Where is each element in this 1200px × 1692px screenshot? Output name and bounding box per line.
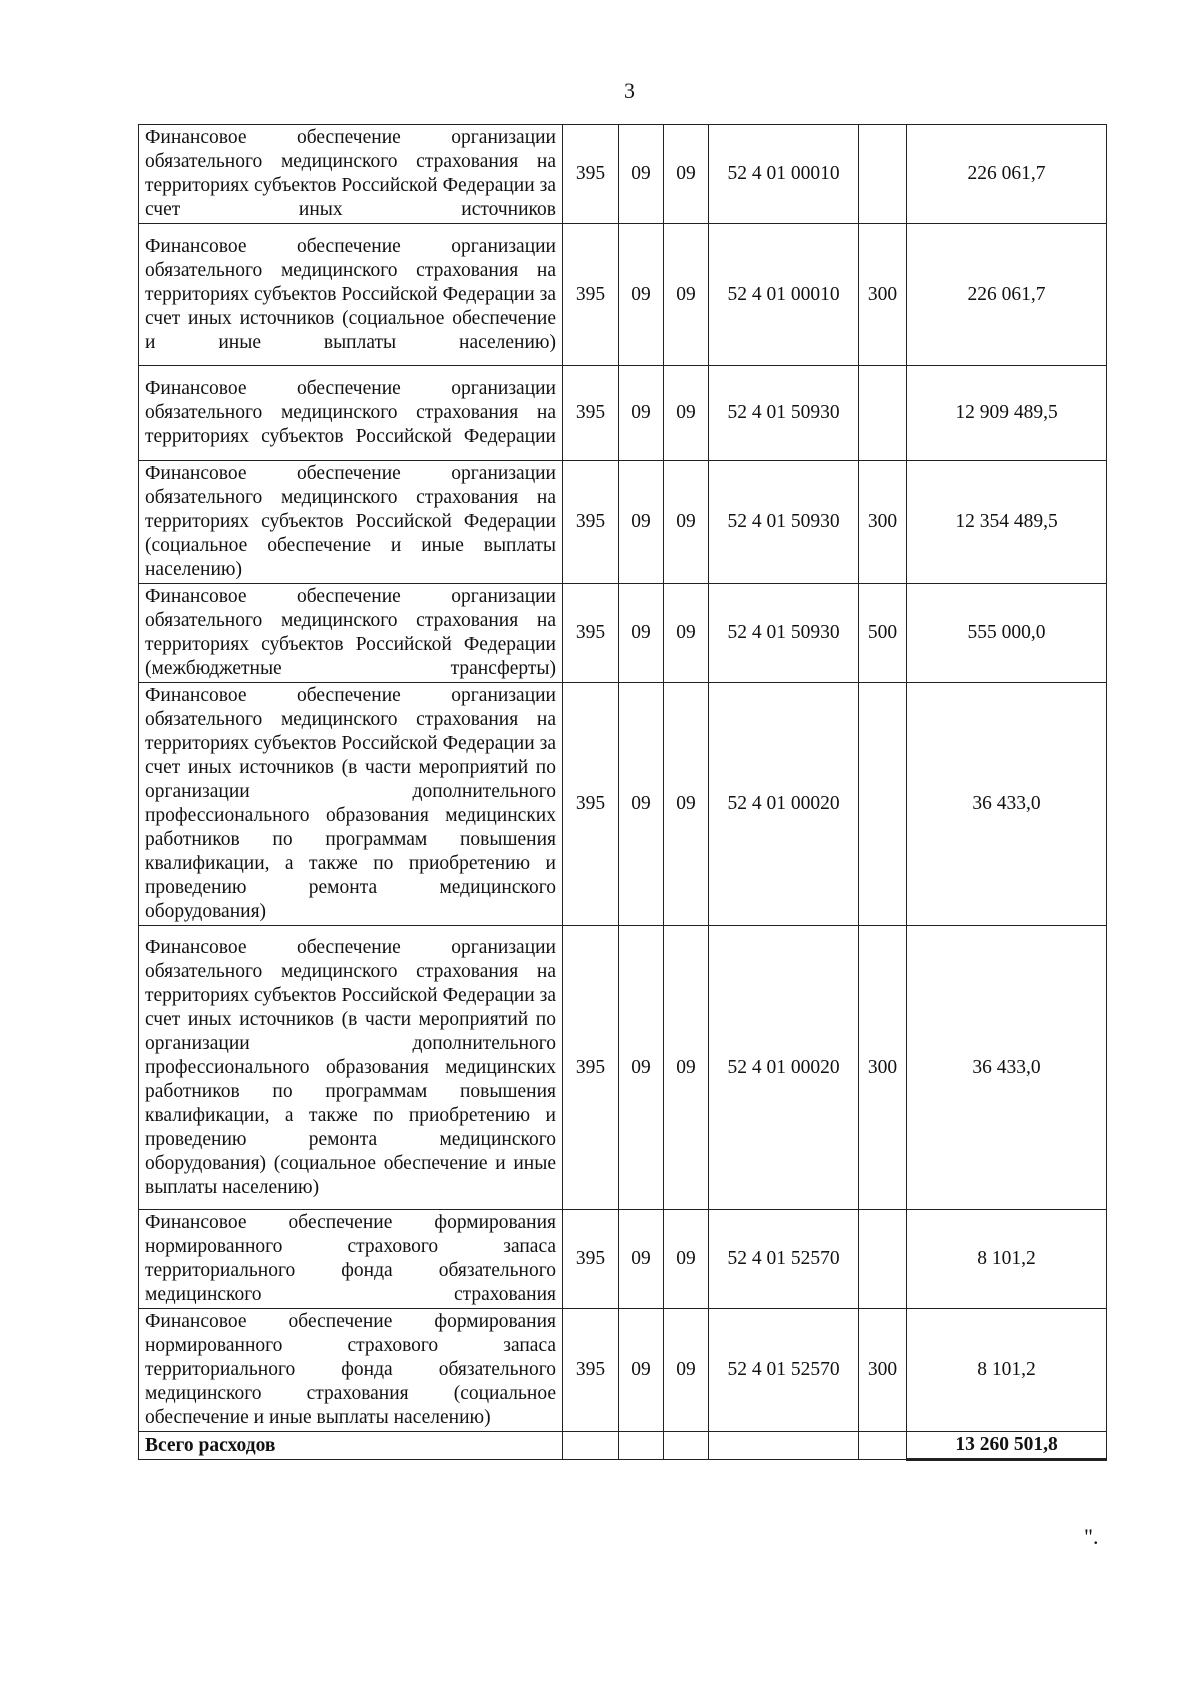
amount-cell: 36 433,0 (907, 683, 1107, 926)
table-row (139, 366, 1107, 461)
row-description: Финансовое обеспечение организации обязательного медицинского страхования на территориях субъектов Российской Федерации за счет иных источников (в части мероприятий по организации дополнительного профессионального образования медицинских работников по программам повышения квалификации, а также по приобретению и проведению ремонта медицинского оборудования) (социальное обеспечение и иные выплаты населению) (139, 926, 563, 1210)
subsection-cell: 09 (664, 926, 709, 1210)
admin-code-cell: 395 (563, 926, 619, 1210)
target-article-cell: 52 4 01 00020 (709, 926, 859, 1210)
expense-type-cell (859, 1210, 907, 1309)
expense-type-cell (859, 683, 907, 926)
budget-table (138, 124, 1107, 1461)
expense-type-cell: 300 (859, 461, 907, 584)
admin-code-cell: 395 (563, 224, 619, 366)
target-article-cell: 52 4 01 00020 (709, 683, 859, 926)
amount-cell: 226 061,7 (907, 125, 1107, 224)
admin-code-cell: 395 (563, 366, 619, 461)
section-cell: 09 (619, 224, 664, 366)
expense-type-cell: 300 (859, 926, 907, 1210)
row-description: Финансовое обеспечение организации обязательного медицинского страхования на территориях субъектов Российской Федерации (139, 366, 563, 461)
target-article-cell: 52 4 01 52570 (709, 1210, 859, 1309)
table-row (139, 125, 1107, 224)
subsection-cell: 09 (664, 1309, 709, 1432)
expense-type-cell (859, 366, 907, 461)
target-article-cell: 52 4 01 50930 (709, 366, 859, 461)
empty-cell (709, 1432, 859, 1460)
section-cell: 09 (619, 1309, 664, 1432)
empty-cell (664, 1432, 709, 1460)
section-cell: 09 (619, 683, 664, 926)
empty-cell (619, 1432, 664, 1460)
target-article-cell: 52 4 01 00010 (709, 125, 859, 224)
amount-cell: 12 354 489,5 (907, 461, 1107, 584)
total-label: Всего расходов (139, 1432, 563, 1460)
table-row (139, 584, 1107, 683)
table-row (139, 683, 1107, 926)
section-cell: 09 (619, 1210, 664, 1309)
table-row (139, 1210, 1107, 1309)
closing-quote-mark: ". (1084, 1524, 1099, 1549)
row-description: Финансовое обеспечение организации обязательного медицинского страхования на территориях субъектов Российской Федерации (социальное обеспечение и иные выплаты населению) (139, 461, 563, 584)
subsection-cell: 09 (664, 584, 709, 683)
table-row (139, 926, 1107, 1210)
row-description: Финансовое обеспечение организации обязательного медицинского страхования на территориях субъектов Российской Федерации (межбюджетные трансферты) (139, 584, 563, 683)
subsection-cell: 09 (664, 224, 709, 366)
target-article-cell: 52 4 01 00010 (709, 224, 859, 366)
row-description: Финансовое обеспечение организации обязательного медицинского страхования на территориях субъектов Российской Федерации за счет иных источников (социальное обеспечение и иные выплаты населению) (139, 224, 563, 366)
target-article-cell: 52 4 01 50930 (709, 584, 859, 683)
amount-cell: 226 061,7 (907, 224, 1107, 366)
amount-cell: 8 101,2 (907, 1210, 1107, 1309)
admin-code-cell: 395 (563, 1309, 619, 1432)
target-article-cell: 52 4 01 52570 (709, 1309, 859, 1432)
section-cell: 09 (619, 926, 664, 1210)
section-cell: 09 (619, 125, 664, 224)
subsection-cell: 09 (664, 125, 709, 224)
admin-code-cell: 395 (563, 1210, 619, 1309)
admin-code-cell: 395 (563, 125, 619, 224)
amount-cell: 555 000,0 (907, 584, 1107, 683)
empty-cell (563, 1432, 619, 1460)
amount-cell: 12 909 489,5 (907, 366, 1107, 461)
subsection-cell: 09 (664, 461, 709, 584)
section-cell: 09 (619, 461, 664, 584)
row-description: Финансовое обеспечение формирования нормированного страхового запаса территориального фонда обязательного медицинского страхования (социальное обеспечение и иные выплаты населению) (139, 1309, 563, 1432)
total-row (139, 1432, 1107, 1460)
total-amount: 13 260 501,8 (907, 1432, 1107, 1460)
row-description: Финансовое обеспечение формирования нормированного страхового запаса территориального фонда обязательного медицинского страхования (139, 1210, 563, 1309)
subsection-cell: 09 (664, 1210, 709, 1309)
amount-cell: 36 433,0 (907, 926, 1107, 1210)
section-cell: 09 (619, 584, 664, 683)
expense-type-cell: 500 (859, 584, 907, 683)
admin-code-cell: 395 (563, 461, 619, 584)
expense-type-cell (859, 125, 907, 224)
row-description: Финансовое обеспечение организации обязательного медицинского страхования на территориях субъектов Российской Федерации за счет иных источников (139, 125, 563, 224)
subsection-cell: 09 (664, 366, 709, 461)
admin-code-cell: 395 (563, 584, 619, 683)
table-row (139, 224, 1107, 366)
expense-type-cell: 300 (859, 1309, 907, 1432)
admin-code-cell: 395 (563, 683, 619, 926)
subsection-cell: 09 (664, 683, 709, 926)
section-cell: 09 (619, 366, 664, 461)
amount-cell: 8 101,2 (907, 1309, 1107, 1432)
table-row (139, 1309, 1107, 1432)
expense-type-cell: 300 (859, 224, 907, 366)
table-row (139, 461, 1107, 584)
page-number: 3 (624, 78, 635, 103)
target-article-cell: 52 4 01 50930 (709, 461, 859, 584)
row-description: Финансовое обеспечение организации обязательного медицинского страхования на территориях субъектов Российской Федерации за счет иных источников (в части мероприятий по организации дополнительного профессионального образования медицинских работников по программам повышения квалификации, а также по приобретению и проведению ремонта медицинского оборудования) (139, 683, 563, 926)
empty-cell (859, 1432, 907, 1460)
